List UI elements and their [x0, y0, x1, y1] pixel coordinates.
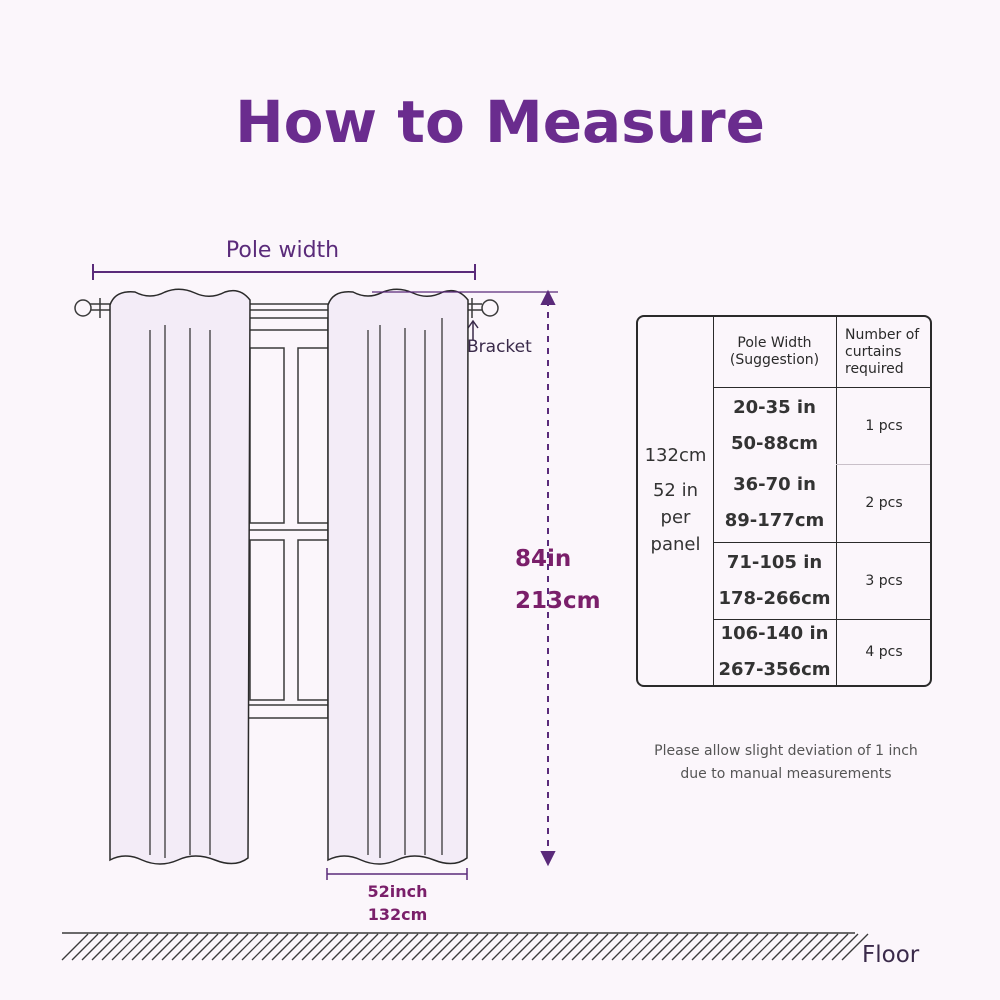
- width-inches: 52inch: [367, 882, 428, 901]
- page-title: How to Measure: [235, 88, 765, 156]
- floor-label: Floor: [862, 942, 920, 968]
- table-row: 71-105 in 178-266cm: [718, 551, 831, 609]
- curtain-count: 3 pcs: [865, 572, 903, 589]
- table-row: 36-70 in 89-177cm: [724, 474, 825, 531]
- panel-size-cell: [638, 387, 713, 612]
- header-pole-width: Pole Width (Suggestion): [729, 335, 820, 368]
- bracket-label: Bracket: [467, 337, 532, 357]
- curtain-height-label: [515, 538, 601, 622]
- window-frame: [248, 318, 328, 718]
- header-curtains-required: Number of curtains required: [845, 326, 920, 377]
- panel-size-cm: 132cm: [644, 444, 707, 466]
- table-row: 106-140 in 267-356cm: [718, 623, 831, 680]
- panel-size-panel: panel: [650, 533, 701, 555]
- rod-finial-left: [75, 300, 91, 316]
- curtain-count: 1 pcs: [865, 417, 903, 434]
- table-row: 20-35 in 50-88cm: [731, 396, 818, 454]
- measurement-note: Please allow slight deviation of 1 inch due to manual measurements: [654, 743, 918, 782]
- height-inches: 84in: [515, 546, 572, 572]
- curtain-panel-left: [110, 289, 250, 864]
- curtain-panel-right: [328, 289, 468, 864]
- panel-size-in: 52 in: [652, 479, 699, 501]
- panel-width-label: [330, 880, 465, 926]
- curtain-count: 4 pcs: [865, 644, 903, 660]
- curtain-count: 2 pcs: [865, 495, 903, 511]
- rod-finial-right: [482, 300, 498, 316]
- size-table: [636, 315, 932, 687]
- width-centimeters: 132cm: [367, 905, 428, 924]
- panel-width-dimension: [327, 868, 467, 880]
- floor-hatch: [62, 933, 868, 960]
- pole-width-label: Pole width: [225, 238, 340, 263]
- pole-width-dimension: [93, 264, 475, 280]
- height-centimeters: 213cm: [515, 588, 601, 614]
- panel-size-per: per: [660, 506, 691, 528]
